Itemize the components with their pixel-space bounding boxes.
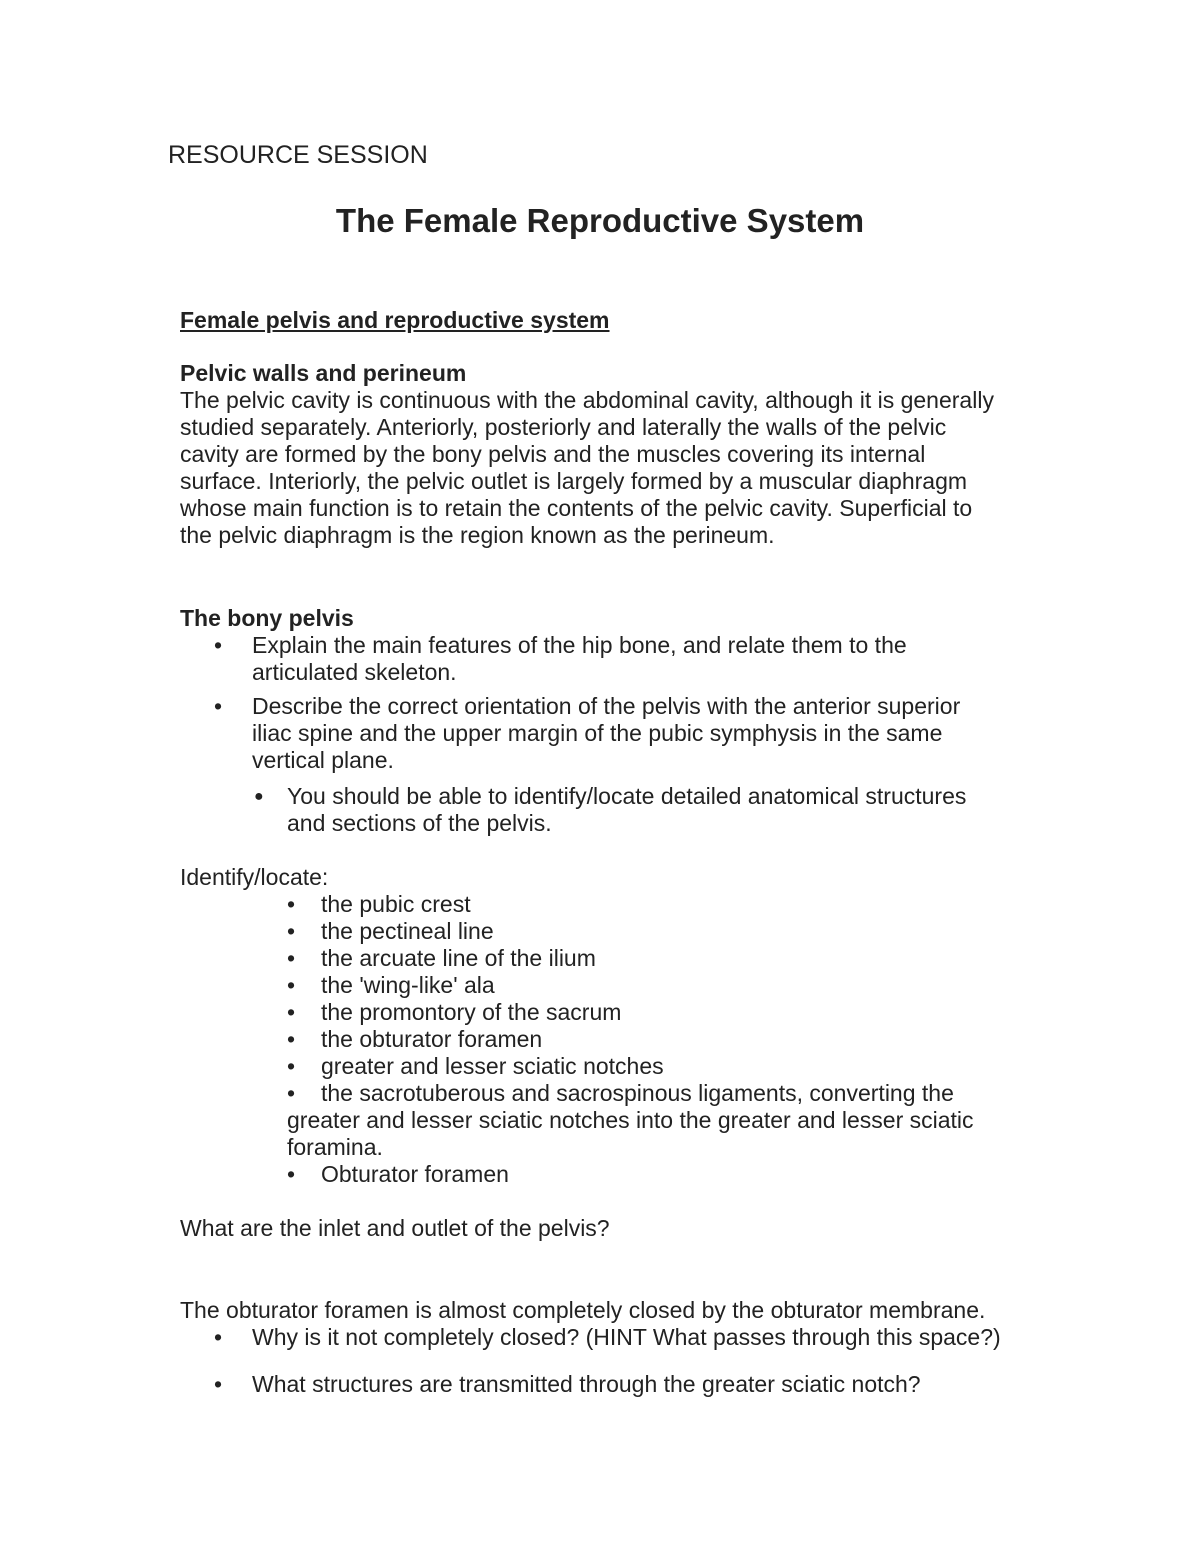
page-title: The Female Reproductive System bbox=[335, 202, 865, 239]
sub-bullet-marker: ● bbox=[254, 788, 264, 805]
bullet-marker: • bbox=[214, 1324, 223, 1350]
bullet-marker: • bbox=[287, 945, 296, 971]
identify-continuation-line-2: foramina. bbox=[287, 1134, 383, 1160]
bullet-marker: • bbox=[214, 1371, 223, 1397]
bullet-marker: • bbox=[287, 1080, 296, 1106]
identify-item: greater and lesser sciatic notches bbox=[321, 1053, 664, 1079]
bullet-marker: • bbox=[287, 1026, 296, 1052]
pelvic-walls-line-3: cavity are formed by the bony pelvis and the muscles covering its internal bbox=[180, 441, 926, 467]
bony-bullet-1-line-1: Explain the main features of the hip bone, and relate them to the bbox=[252, 632, 907, 658]
identify-continuation-line-1: greater and lesser sciatic notches into the greater and lesser sciatic bbox=[287, 1107, 974, 1133]
bullet-marker: • bbox=[287, 1161, 296, 1187]
bullet-marker: • bbox=[214, 632, 223, 658]
bony-pelvis-heading: The bony pelvis bbox=[180, 605, 354, 631]
bullet-marker: • bbox=[214, 693, 223, 719]
identify-item-last: Obturator foramen bbox=[321, 1161, 509, 1187]
pelvic-walls-line-2: studied separately. Anteriorly, posteriorly and laterally the walls of the pelvic bbox=[180, 414, 947, 440]
identify-item: the sacrotuberous and sacrospinous ligaments, converting the bbox=[321, 1080, 954, 1106]
identify-item: the pubic crest bbox=[321, 891, 471, 917]
sub-bullet-line-1: You should be able to identify/locate detailed anatomical structures bbox=[287, 783, 967, 809]
bullet-marker: • bbox=[287, 891, 296, 917]
identify-item: the 'wing-like' ala bbox=[321, 972, 495, 998]
pelvic-walls-line-1: The pelvic cavity is continuous with the abdominal cavity, although it is generally bbox=[180, 387, 994, 413]
pelvic-walls-line-6: the pelvic diaphragm is the region known as the perineum. bbox=[180, 522, 775, 548]
identify-item: the pectineal line bbox=[321, 918, 494, 944]
pelvic-walls-line-4: surface. Interiorly, the pelvic outlet is largely formed by a muscular diaphragm bbox=[180, 468, 968, 494]
bony-bullet-1-line-2: articulated skeleton. bbox=[252, 659, 457, 685]
bony-bullet-2-line-1: Describe the correct orientation of the pelvis with the anterior superior bbox=[252, 693, 961, 719]
bullet-marker: • bbox=[287, 918, 296, 944]
sub-bullet-line-2: and sections of the pelvis. bbox=[287, 810, 552, 836]
pelvic-walls-heading: Pelvic walls and perineum bbox=[180, 360, 467, 386]
pelvic-walls-line-5: whose main function is to retain the contents of the pelvic cavity. Superficial to bbox=[180, 495, 973, 521]
identify-item: the arcuate line of the ilium bbox=[321, 945, 596, 971]
question-bullet-2: What structures are transmitted through the greater sciatic notch? bbox=[252, 1371, 921, 1397]
identify-item: the promontory of the sacrum bbox=[321, 999, 622, 1025]
resource-session-label: RESOURCE SESSION bbox=[168, 141, 428, 169]
question-bullet-1: Why is it not completely closed? (HINT What passes through this space?) bbox=[252, 1324, 1001, 1350]
bullet-marker: • bbox=[287, 1053, 296, 1079]
identify-item: the obturator foramen bbox=[321, 1026, 543, 1052]
bullet-marker: • bbox=[287, 999, 296, 1025]
bony-bullet-2-line-3: vertical plane. bbox=[252, 747, 394, 773]
identify-label: Identify/locate: bbox=[180, 864, 329, 890]
bony-bullet-2-line-2: iliac spine and the upper margin of the pubic symphysis in the same bbox=[252, 720, 943, 746]
obturator-statement: The obturator foramen is almost completely closed by the obturator membrane. bbox=[180, 1297, 986, 1323]
bullet-marker: • bbox=[287, 972, 296, 998]
section-heading: Female pelvis and reproductive system bbox=[180, 307, 610, 333]
question-inlet-outlet: What are the inlet and outlet of the pelvis? bbox=[180, 1215, 610, 1241]
